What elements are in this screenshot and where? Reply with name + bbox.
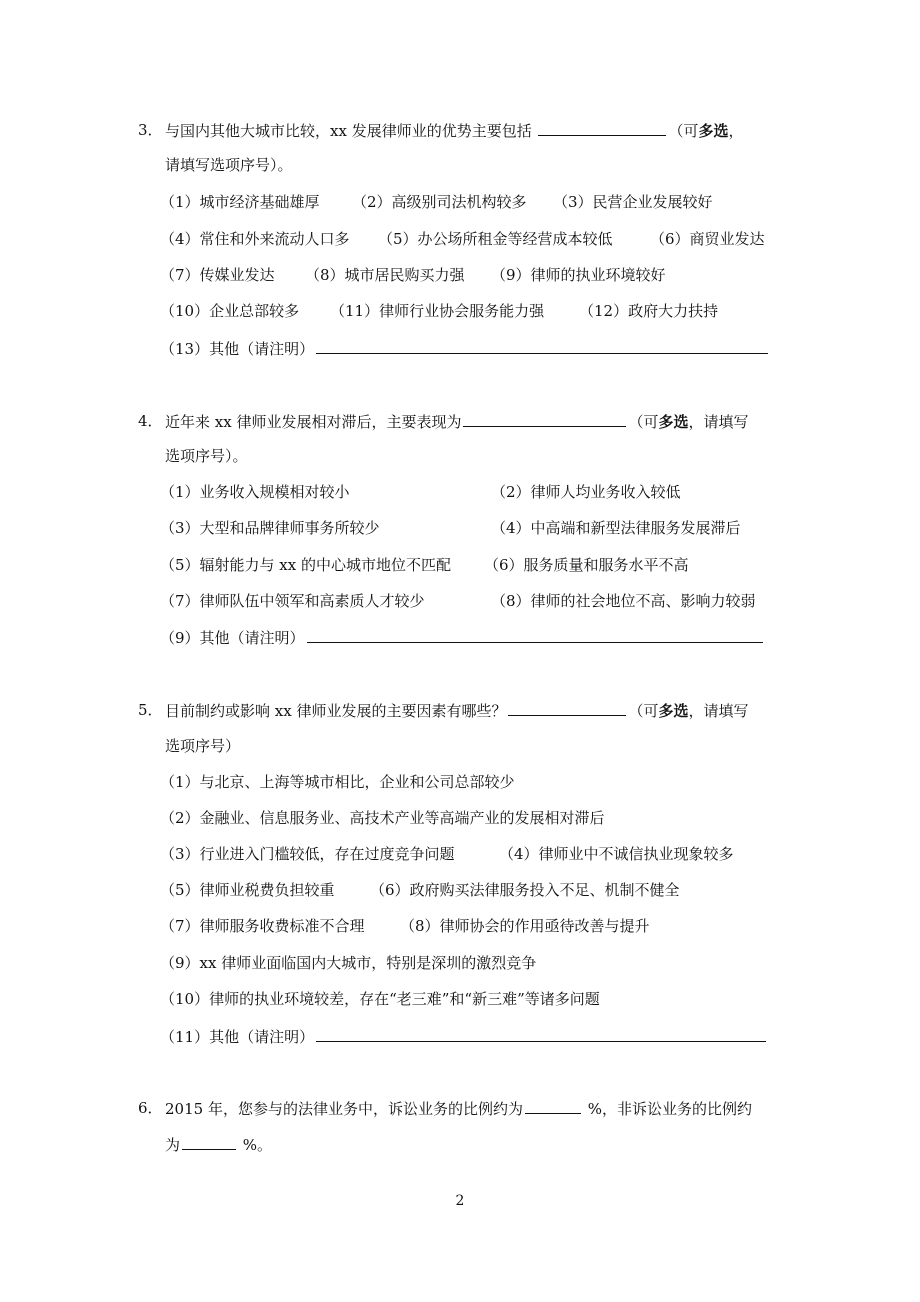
option: （1）城市经济基础雄厚: [160, 193, 320, 211]
other-blank[interactable]: [316, 1026, 766, 1042]
option: （6）服务质量和服务水平不高: [484, 556, 689, 574]
other-blank[interactable]: [316, 338, 768, 354]
option-other: （13）其他（请注明）: [160, 338, 770, 358]
option: （8）律师的社会地位不高、影响力较弱: [491, 592, 756, 610]
option: （7）传媒业发达: [160, 266, 275, 284]
option: （8）律师协会的作用亟待改善与提升: [400, 917, 650, 935]
option: （3）民营企业发展较好: [553, 193, 713, 211]
litigation-percent-blank[interactable]: [525, 1098, 581, 1114]
option: （5）办公场所租金等经营成本较低: [378, 230, 613, 248]
question-number: 5．: [138, 701, 163, 719]
question-text-cont: 选项序号）。: [165, 447, 248, 465]
option: （1）业务收入规模相对较小: [160, 483, 350, 501]
answer-blank[interactable]: [508, 700, 626, 716]
option: （12）政府大力扶持: [579, 302, 719, 320]
option: （10）律师的执业环境较差，存在“老三难”和“新三难”等诸多问题: [160, 990, 600, 1008]
question-text: 近年来 xx 律师业发展相对滞后，主要表现为 （可多选，请填写: [165, 413, 749, 431]
non-litigation-percent-blank[interactable]: [182, 1134, 236, 1150]
option: （11）律师行业协会服务能力强: [330, 302, 545, 320]
question-number: 4．: [138, 412, 163, 430]
page-number: 2: [455, 1193, 465, 1209]
option: （4）常住和外来流动人口多: [160, 230, 350, 248]
option: （4）律师业中不诚信执业现象较多: [499, 845, 734, 863]
option-other: （11）其他（请注明）: [160, 1026, 768, 1046]
option: （4）中高端和新型法律服务发展滞后: [491, 519, 741, 537]
question-text: 目前制约或影响 xx 律师业发展的主要因素有哪些？ （可多选，请填写: [165, 702, 749, 720]
option: （7）律师队伍中领军和高素质人才较少: [160, 592, 425, 610]
question-text: 与国内其他大城市比较，xx 发展律师业的优势主要包括 （可多选，: [165, 122, 744, 140]
option: （2）律师人均业务收入较低: [491, 483, 681, 501]
option: （1）与北京、上海等城市相比，企业和公司总部较少: [160, 773, 515, 791]
question-number: 3．: [138, 121, 163, 139]
question-text-cont: 为 %。: [165, 1136, 273, 1154]
option: （10）企业总部较多: [160, 302, 300, 320]
question-text-cont: 请填写选项序号）。: [165, 156, 293, 174]
other-blank[interactable]: [307, 627, 763, 643]
option: （6）商贸业发达: [650, 230, 765, 248]
option: （5）辐射能力与 xx 的中心城市地位不匹配: [160, 556, 452, 574]
option: （8）城市居民购买力强: [305, 266, 465, 284]
option: （3）行业进入门槛较低，存在过度竞争问题: [160, 845, 455, 863]
option: （7）律师服务收费标准不合理: [160, 917, 365, 935]
question-text-cont: 选项序号）: [165, 737, 241, 755]
question-text: 2015 年，您参与的法律业务中，诉讼业务的比例约为 %，非诉讼业务的比例约: [165, 1100, 752, 1118]
option: （3）大型和品牌律师事务所较少: [160, 519, 380, 537]
option: （9）律师的执业环境较好: [491, 266, 666, 284]
option-other: （9）其他（请注明）: [160, 627, 765, 647]
option: （2）金融业、信息服务业、高技术产业等高端产业的发展相对滞后: [160, 809, 605, 827]
option: （6）政府购买法律服务投入不足、机制不健全: [370, 881, 680, 899]
option: （5）律师业税费负担较重: [160, 881, 335, 899]
answer-blank[interactable]: [463, 411, 626, 427]
answer-blank[interactable]: [538, 120, 666, 136]
option: （2）高级别司法机构较多: [352, 193, 527, 211]
question-number: 6．: [138, 1099, 163, 1117]
option: （9）xx 律师业面临国内大城市，特别是深圳的激烈竞争: [160, 954, 537, 972]
